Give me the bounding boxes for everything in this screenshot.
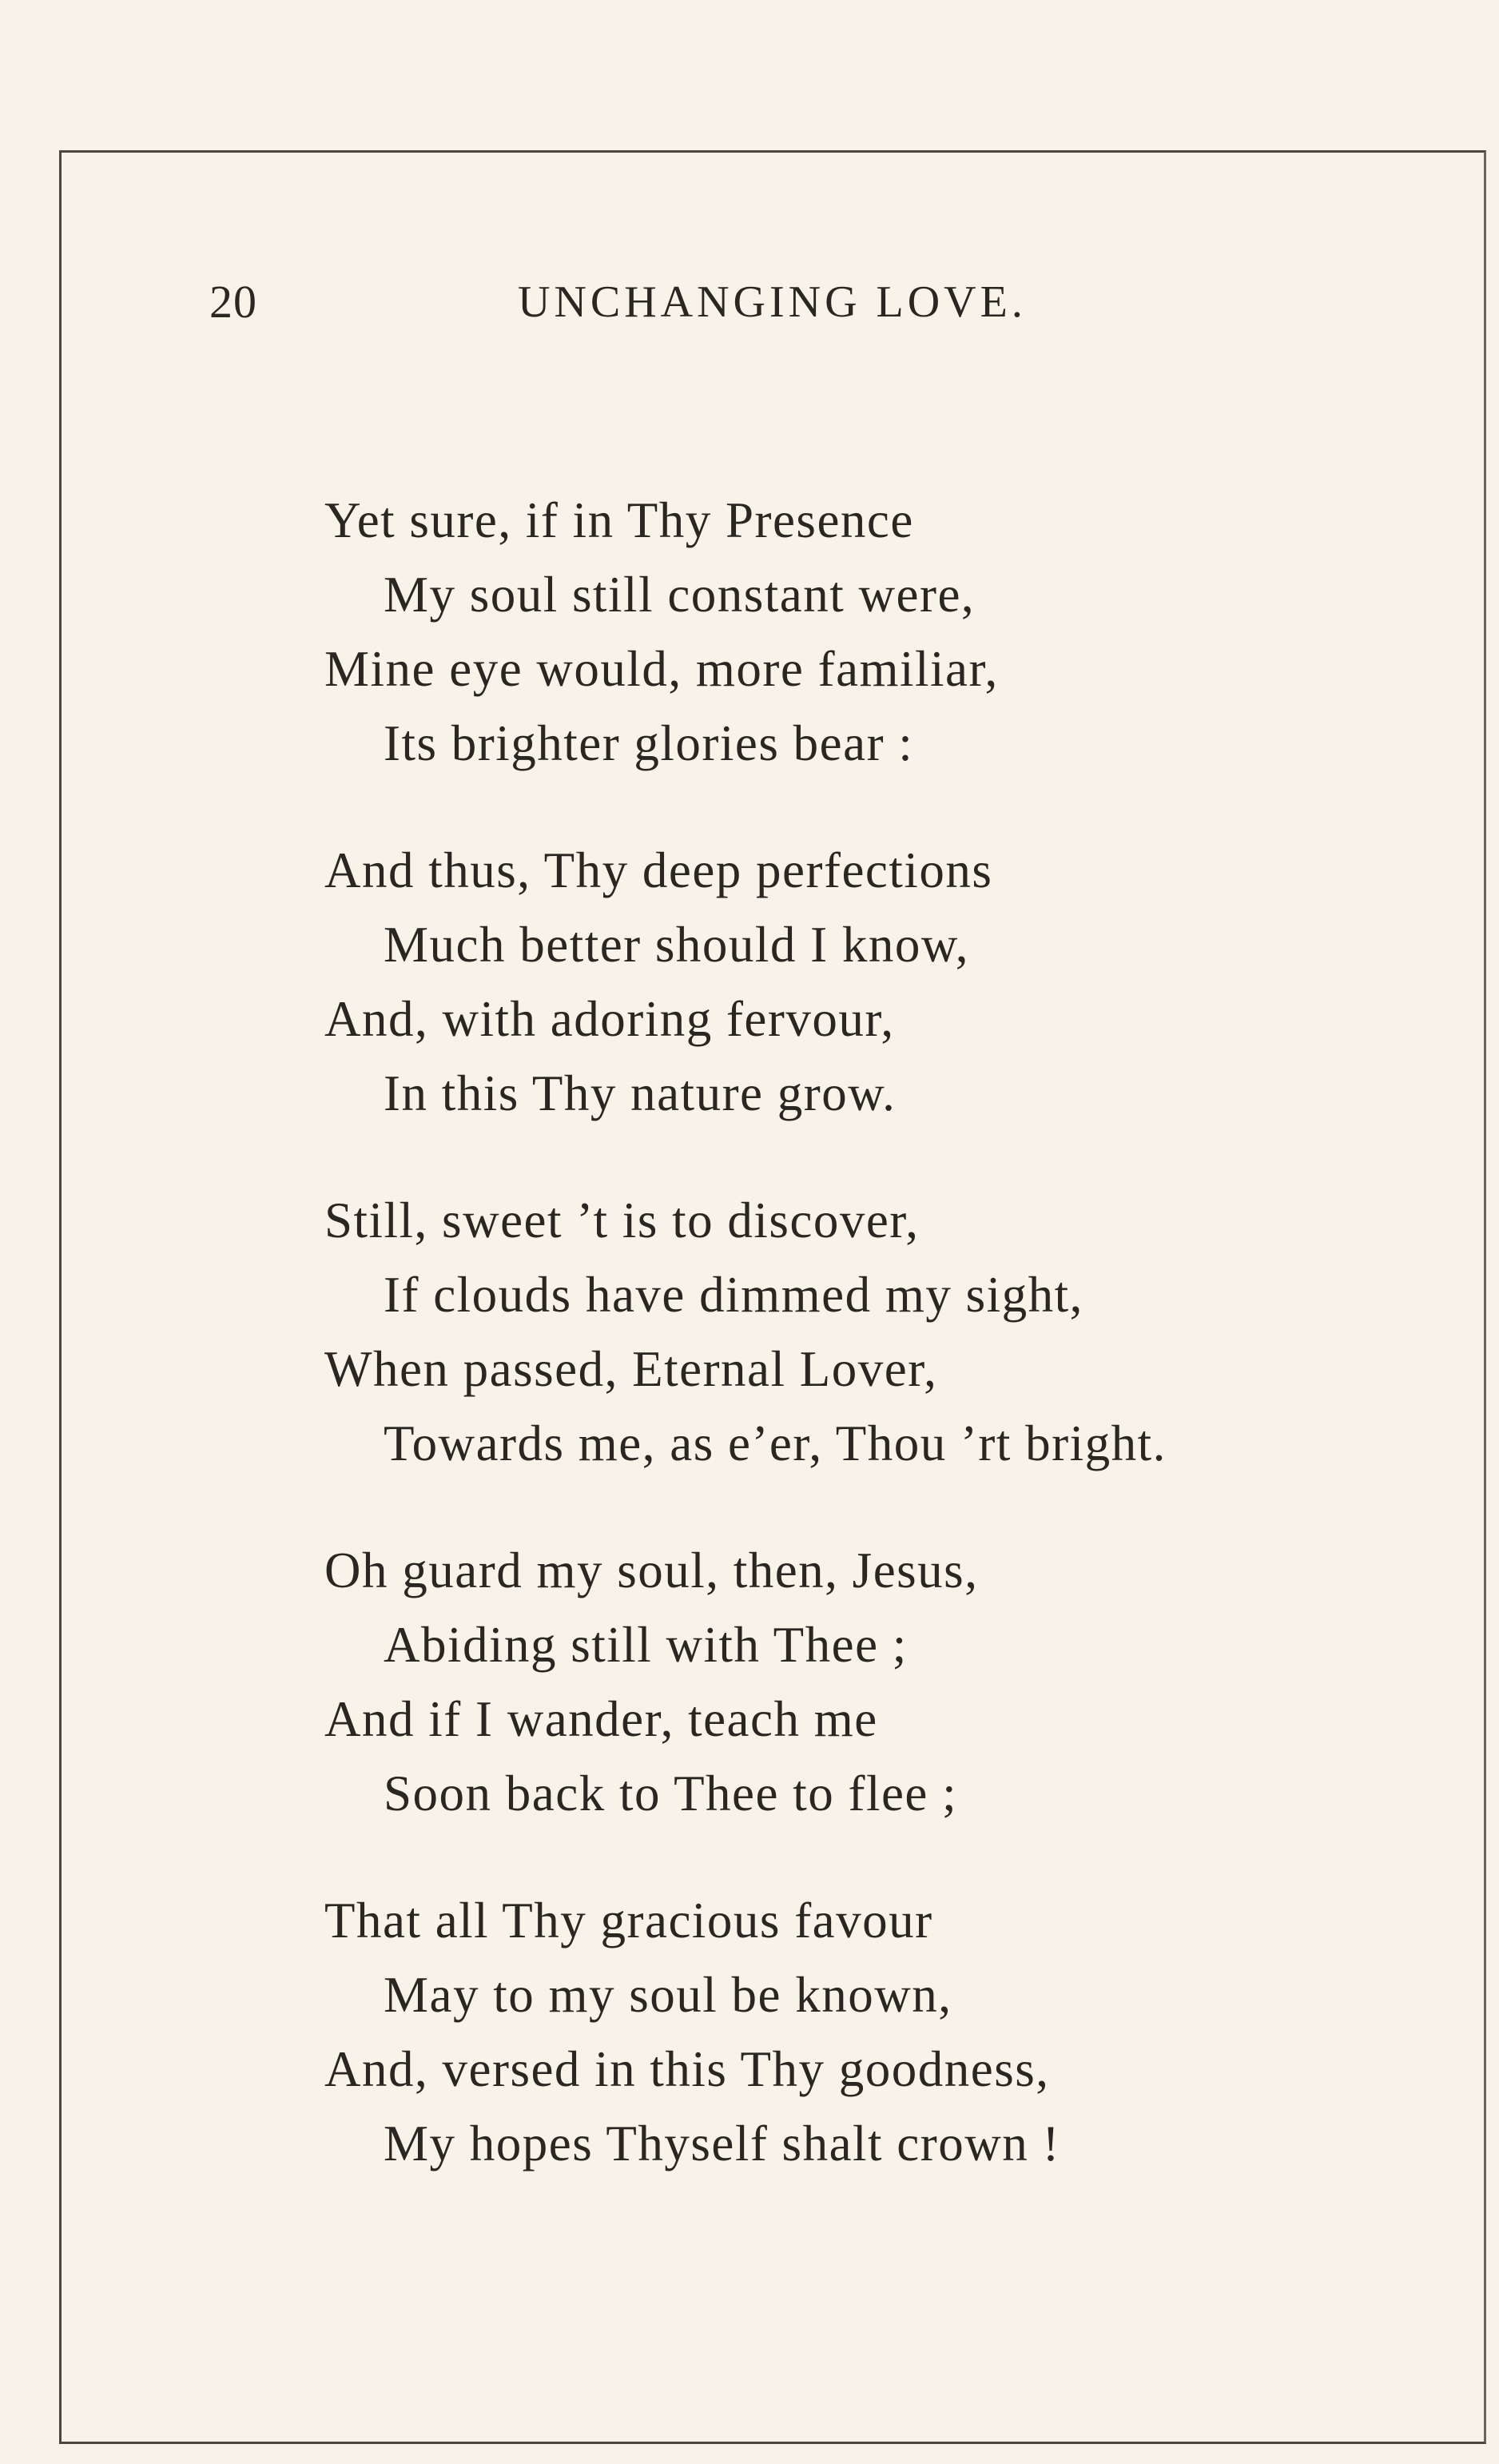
- stanza: [324, 834, 1427, 1131]
- page-number: 20: [209, 276, 257, 328]
- poem: [324, 484, 1427, 2234]
- poem-line: And, with adoring fervour,: [324, 991, 895, 1047]
- poem-line: If clouds have dimmed my sight,: [384, 1267, 1083, 1323]
- poem-line: Much better should I know,: [384, 917, 970, 973]
- poem-line: May to my soul be known,: [384, 1967, 952, 2023]
- poem-line: Mine eye would, more familiar,: [324, 641, 999, 697]
- poem-line: And, versed in this Thy goodness,: [324, 2041, 1050, 2097]
- poem-line: My hopes Thyself shalt crown !: [384, 2116, 1060, 2171]
- poem-line: Abiding still with Thee ;: [384, 1617, 908, 1673]
- poem-line: When passed, Eternal Lover,: [324, 1341, 938, 1397]
- stanza: [324, 1184, 1427, 1481]
- poem-line: Soon back to Thee to flee ;: [384, 1765, 958, 1821]
- poem-line: In this Thy nature grow.: [384, 1065, 897, 1121]
- running-head: UNCHANGING LOVE.: [518, 277, 1027, 327]
- poem-line: And thus, Thy deep perfections: [324, 842, 993, 898]
- poem-line: Still, sweet ’t is to discover,: [324, 1192, 920, 1248]
- poem-line: Its brighter glories bear :: [384, 715, 914, 771]
- stanza: [324, 1884, 1427, 2181]
- poem-line: That all Thy gracious favour: [324, 1893, 933, 1949]
- poem-line: My soul still constant were,: [384, 567, 976, 623]
- poem-line: Yet sure, if in Thy Presence: [324, 492, 914, 548]
- stanza: [324, 484, 1427, 781]
- stanza: [324, 1534, 1427, 1831]
- poem-line: Towards me, as e’er, Thou ’rt bright.: [384, 1415, 1167, 1471]
- poem-line: And if I wander, teach me: [324, 1691, 878, 1747]
- page-header: [0, 270, 1499, 334]
- poem-line: Oh guard my soul, then, Jesus,: [324, 1542, 979, 1598]
